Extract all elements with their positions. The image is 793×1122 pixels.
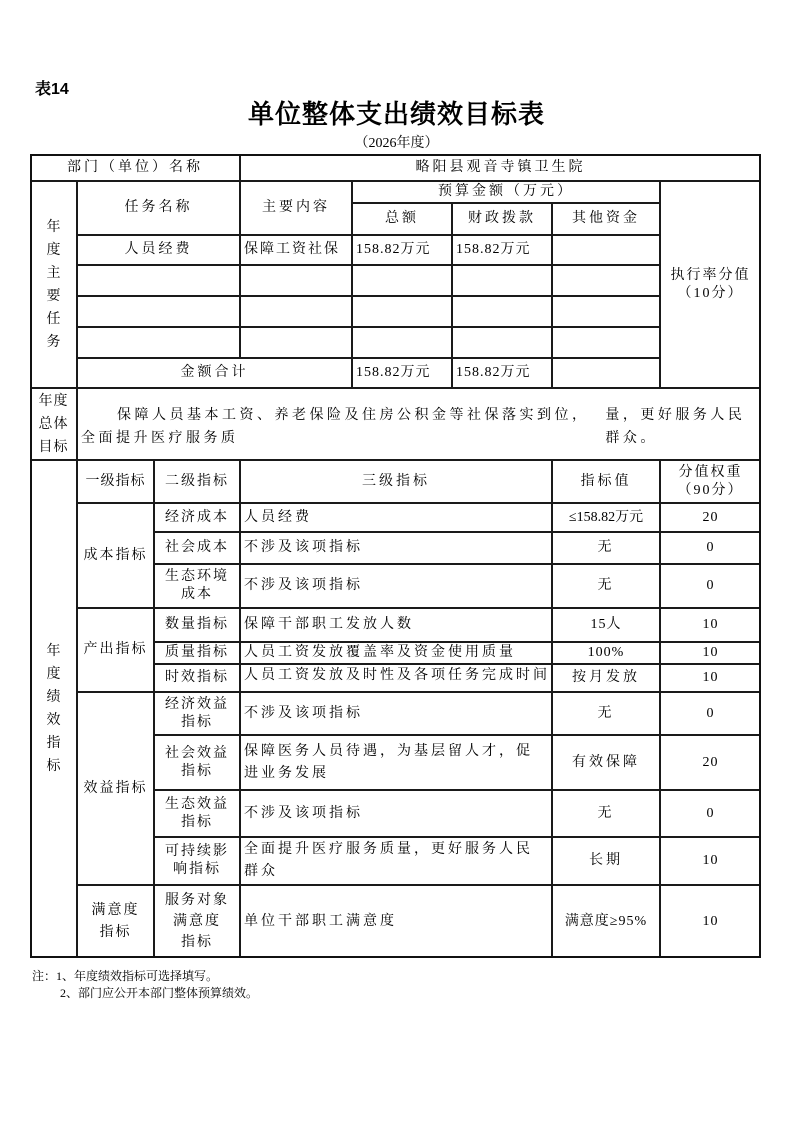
level2-cell: 质量指标 xyxy=(154,642,240,664)
level1-cost: 成本指标 xyxy=(77,503,154,608)
empty-cell xyxy=(552,265,660,296)
execution-rate-score: 执行率分值 （10分） xyxy=(660,181,761,388)
level3-cell: 保障医务人员待遇，为基层留人才，促 进业务发展 xyxy=(240,735,552,790)
sum-other xyxy=(552,358,660,388)
empty-cell xyxy=(452,265,552,296)
task-total-cell: 158.82万元 xyxy=(352,235,452,265)
empty-cell xyxy=(77,265,240,296)
empty-cell xyxy=(452,327,552,358)
col-header-budget: 预算金额（万元） xyxy=(352,181,660,203)
level1-satisfaction: 满意度 指标 xyxy=(77,885,154,958)
goal-text-line-2: 量，更好服务人民群众。 xyxy=(605,408,746,446)
col-header-weight: 分值权重 （90分） xyxy=(660,460,761,503)
indicator-value-cell: 长期 xyxy=(552,837,660,885)
weight-cell: 20 xyxy=(660,503,761,532)
weight-cell: 0 xyxy=(660,564,761,608)
table-number: 表14 xyxy=(35,81,69,98)
empty-cell xyxy=(240,296,352,327)
level2-cell: 社会成本 xyxy=(154,532,240,564)
col-header-other-funds: 其他资金 xyxy=(552,203,660,235)
level3-cell: 人员工资发放覆盖率及资金使用质量 xyxy=(240,642,552,664)
tasks-section-label xyxy=(30,181,77,388)
indicators-section-label-text: 年度绩效指标 xyxy=(46,644,61,774)
indicator-value-cell: 100% xyxy=(552,642,660,664)
level3-cell: 不涉及该项指标 xyxy=(240,692,552,735)
level2-cell: 时效指标 xyxy=(154,664,240,692)
level3-cell: 不涉及该项指标 xyxy=(240,532,552,564)
weight-cell: 10 xyxy=(660,664,761,692)
goal-text xyxy=(77,388,761,460)
empty-cell xyxy=(352,265,452,296)
col-header-indicator-value: 指标值 xyxy=(552,460,660,503)
goal-label-text: 年度总体目标 xyxy=(38,393,69,455)
empty-cell xyxy=(552,327,660,358)
indicator-value-cell: 无 xyxy=(552,564,660,608)
level2-cell: 社会效益 指标 xyxy=(154,735,240,790)
level2-cell: 经济成本 xyxy=(154,503,240,532)
level2-cell: 生态效益 指标 xyxy=(154,790,240,837)
goal-text-line-1: 保障人员基本工资、养老保险及住房公积金等社保落实到位，全面提升医疗服务质 xyxy=(81,408,590,446)
empty-cell xyxy=(352,296,452,327)
col-header-task-name: 任务名称 xyxy=(77,181,240,235)
indicator-value-cell: 按月发放 xyxy=(552,664,660,692)
level3-cell: 单位干部职工满意度 xyxy=(240,885,552,958)
task-fiscal-cell: 158.82万元 xyxy=(452,235,552,265)
indicator-value-cell: 满意度≥95% xyxy=(552,885,660,958)
level1-output: 产出指标 xyxy=(77,608,154,692)
empty-cell xyxy=(240,327,352,358)
level3-cell: 保障干部职工发放人数 xyxy=(240,608,552,642)
level3-cell: 全面提升医疗服务质量，更好服务人民 群众 xyxy=(240,837,552,885)
sum-label: 金额合计 xyxy=(77,358,352,388)
empty-cell xyxy=(77,296,240,327)
weight-cell: 0 xyxy=(660,532,761,564)
tasks-section-label-text: 年度主要任务 xyxy=(46,219,61,350)
weight-cell: 0 xyxy=(660,790,761,837)
empty-cell xyxy=(452,296,552,327)
level2-cell: 经济效益 指标 xyxy=(154,692,240,735)
level3-cell: 人员经费 xyxy=(240,503,552,532)
col-header-total: 总额 xyxy=(352,203,452,235)
empty-cell xyxy=(552,296,660,327)
empty-cell xyxy=(352,327,452,358)
task-content-cell: 保障工资社保 xyxy=(240,235,352,265)
note-1: 注：1、年度绩效指标可选择填写。 xyxy=(32,969,219,983)
indicator-value-cell: 无 xyxy=(552,532,660,564)
col-header-main-content: 主要内容 xyxy=(240,181,352,235)
sum-total: 158.82万元 xyxy=(352,358,452,388)
weight-cell: 10 xyxy=(660,608,761,642)
col-header-level3: 三级指标 xyxy=(240,460,552,503)
col-header-level2: 二级指标 xyxy=(154,460,240,503)
indicator-value-cell: 无 xyxy=(552,790,660,837)
sum-fiscal: 158.82万元 xyxy=(452,358,552,388)
weight-cell: 0 xyxy=(660,692,761,735)
empty-cell xyxy=(240,265,352,296)
indicator-value-cell: ≤158.82万元 xyxy=(552,503,660,532)
col-header-level1: 一级指标 xyxy=(77,460,154,503)
level1-benefit: 效益指标 xyxy=(77,692,154,885)
fiscal-year: （2026年度） xyxy=(354,136,439,151)
level2-cell: 可持续影 响指标 xyxy=(154,837,240,885)
indicator-value-cell: 无 xyxy=(552,692,660,735)
weight-cell: 10 xyxy=(660,885,761,958)
indicator-value-cell: 有效保障 xyxy=(552,735,660,790)
level2-cell: 服务对象 满意度 指标 xyxy=(154,885,240,958)
note-2: 2、部门应公开本部门整体预算绩效。 xyxy=(60,986,259,1000)
col-header-fiscal: 财政拨款 xyxy=(452,203,552,235)
indicators-section-label xyxy=(30,460,77,958)
dept-label: 部门（单位）名称 xyxy=(30,154,240,181)
level2-cell: 生态环境 成本 xyxy=(154,564,240,608)
weight-cell: 10 xyxy=(660,837,761,885)
goal-label xyxy=(30,388,77,460)
weight-cell: 20 xyxy=(660,735,761,790)
level3-cell: 不涉及该项指标 xyxy=(240,790,552,837)
weight-cell: 10 xyxy=(660,642,761,664)
level3-cell: 不涉及该项指标 xyxy=(240,564,552,608)
task-name-cell: 人员经费 xyxy=(77,235,240,265)
level2-cell: 数量指标 xyxy=(154,608,240,642)
indicator-value-cell: 15人 xyxy=(552,608,660,642)
empty-cell xyxy=(77,327,240,358)
page-title: 单位整体支出绩效目标表 xyxy=(247,100,545,129)
level3-cell: 人员工资发放及时性及各项任务完成时间 xyxy=(240,664,552,692)
task-other-cell xyxy=(552,235,660,265)
dept-value: 略阳县观音寺镇卫生院 xyxy=(240,154,761,181)
